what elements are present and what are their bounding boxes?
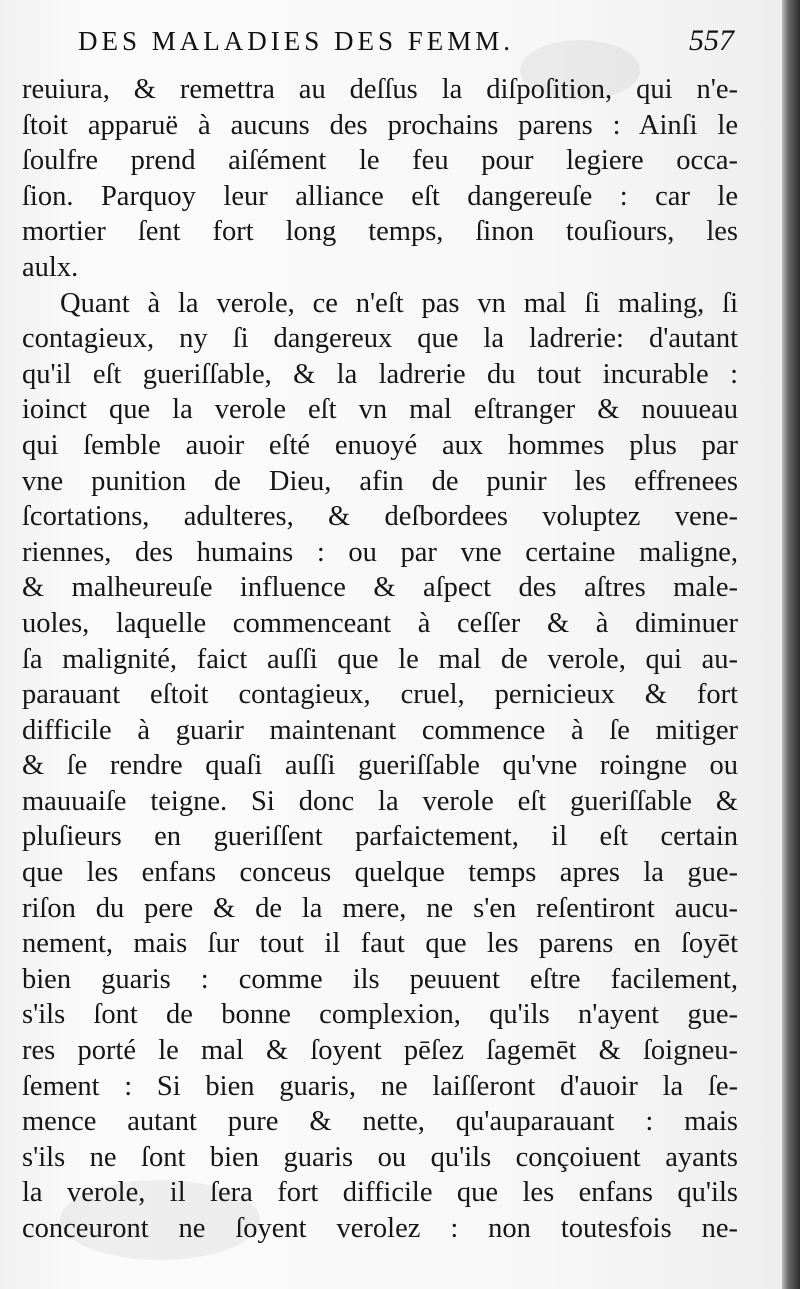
text-line: mauuaiſe teigne. Si donc la verole eſt gueriſſable & [22, 785, 738, 817]
text-line: ſoulfre prend aiſément le feu pour legiere occa- [22, 145, 738, 177]
text-line: que les enfans conceus quelque temps apres la gue- [22, 857, 738, 889]
book-spine-shadow [782, 0, 800, 1289]
text-line: pluſieurs en gueriſſent parfaictement, il eſt certain [22, 821, 738, 853]
page-header [78, 22, 734, 70]
text-line: riſon du pere & de la mere, ne s'en reſentiront aucu- [22, 892, 738, 924]
text-line: qui ſemble auoir eſté enuoyé aux hommes plus par [22, 429, 738, 461]
text-line: ſement : Si bien guaris, ne laiſſeront d'auoir la ſe- [22, 1070, 738, 1102]
text-line: s'ils ſont de bonne complexion, qu'ils n'ayent gue- [22, 999, 738, 1031]
text-line: ſa malignité, faict auſſi que le mal de verole, qui au- [22, 643, 738, 675]
text-line: difficile à guarir maintenant commence à ſe mitiger [22, 714, 738, 746]
text-line: uoles, laquelle commenceant à ceſſer & à diminuer [22, 607, 738, 639]
text-line: ioinct que la verole eſt vn mal eſtranger & nouueau [22, 394, 738, 426]
text-line: vne punition de Dieu, afin de punir les effrenees [22, 465, 738, 497]
text-line: & ſe rendre quaſi auſſi gueriſſable qu'vne roingne ou [22, 750, 738, 782]
text-line: & malheureuſe influence & aſpect des aſtres male- [22, 572, 738, 604]
text-line: qu'il eſt gueriſſable, & la ladrerie du tout incurable : [22, 358, 738, 390]
body-text [22, 72, 738, 1247]
text-line: ſion. Parquoy leur alliance eſt dangereuſe : car le [22, 180, 738, 212]
text-line: reuiura, & remettra au deſſus la diſpoſition, qui n'e- [22, 74, 738, 105]
text-line: contagieux, ny ſi dangereux que la ladrerie: d'autant [22, 323, 738, 355]
text-line: ſcortations, adulteres, & deſbordees voluptez vene- [22, 501, 738, 533]
text-line: bien guaris : comme ils peuuent eſtre facilement, [22, 963, 738, 995]
text-line: parauant eſtoit contagieux, cruel, pernicieux & fort [22, 679, 738, 711]
text-line: Quant à la verole, ce n'eſt pas vn mal ſi maling, ſi [60, 287, 738, 319]
text-line: mortier ſent fort long temps, ſinon touſiours, les [22, 216, 738, 248]
text-line: aulx. [22, 251, 79, 283]
text-line: s'ils ne ſont bien guaris ou qu'ils conçoiuent ayants [22, 1141, 738, 1173]
text-line: la verole, il ſera fort difficile que les enfans qu'ils [22, 1177, 738, 1209]
page-number: 557 [689, 24, 734, 57]
text-line: nement, mais ſur tout il faut que les parens en ſoyēt [22, 928, 738, 960]
running-title: DES MALADIES DES FEMM. [78, 26, 515, 56]
text-line: ſtoit apparuë à aucuns des prochains parens : Ainſi le [22, 109, 738, 141]
text-line: mence autant pure & nette, qu'auparauant : mais [22, 1106, 738, 1138]
text-line: riennes, des humains : ou par vne certaine maligne, [22, 536, 738, 568]
text-line: res porté le mal & ſoyent pēſez ſagemēt & ſoigneu- [22, 1035, 738, 1067]
text-line: conceuront ne ſoyent verolez : non toutesfois ne- [22, 1213, 738, 1244]
